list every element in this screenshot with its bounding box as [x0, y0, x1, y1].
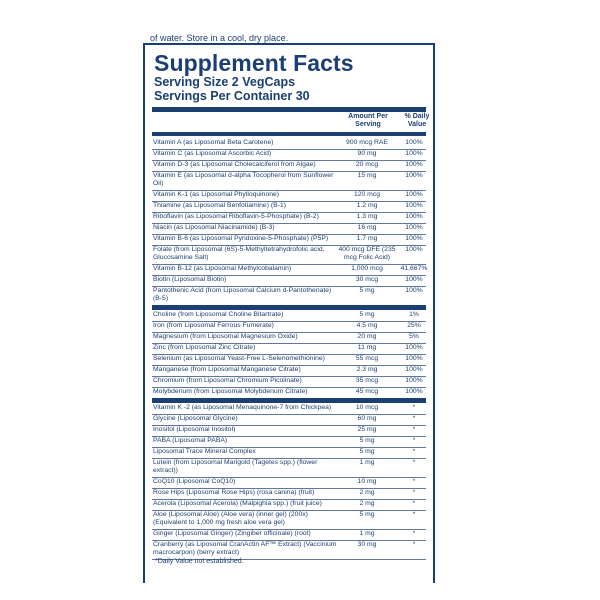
nutrient-daily-value: 100%: [405, 235, 423, 242]
nutrient-daily-value: 100%: [405, 355, 423, 362]
nutrient-name: Acerola (Liposomal Acerola) (Malpighia spp.) (fruit juice): [153, 500, 322, 507]
nutrient-daily-value: 100%: [405, 172, 423, 179]
nutrient-amount: 5 mg: [359, 287, 375, 294]
nutrient-name: CoQ10 (Liposomal CoQ10): [153, 478, 236, 485]
nutrient-daily-value: 100%: [405, 202, 423, 209]
nutrient-amount: 1.2 mg: [356, 202, 378, 209]
nutrient-daily-value: 100%: [405, 161, 423, 168]
nutrient-amount: 5 mg: [359, 511, 375, 518]
nutrient-daily-value: 100%: [405, 150, 423, 157]
nutrient-name: Vitamin B-6 (as Liposomal Pyridoxine-5-Phosphate) (P5P): [153, 235, 329, 242]
nutrient-amount: 1 mg: [359, 530, 375, 537]
nutrient-name: Vitamin D-3 (as Liposomal Cholecalciferol from Algae): [153, 161, 316, 168]
nutrient-daily-value: 100%: [405, 377, 423, 384]
nutrient-daily-value: *: [412, 489, 416, 496]
nutrient-amount: 55 mcg: [355, 355, 379, 362]
nutrient-amount: 90 mg: [357, 150, 377, 157]
nutrient-name: Chromium (from Liposomal Chromium Picolinate): [153, 377, 302, 384]
nutrient-name: Ginger (Liposomal Ginger) (Zingiber officinale) (root): [153, 530, 311, 537]
nutrient-amount: 10 mg: [357, 478, 377, 485]
nutrient-amount: 1.3 mg: [356, 213, 378, 220]
nutrient-amount: 400 mcg DFE (235 mcg Folic Acid): [338, 246, 396, 261]
nutrient-daily-value: 100%: [405, 287, 423, 294]
nutrient-daily-value: *: [412, 478, 416, 485]
nutrient-name: Selenium (as Liposomal Yeast-Free L-Selenomethionine): [153, 355, 325, 362]
nutrient-name: Choline (from Liposomal Choline Bitartrate): [153, 311, 284, 318]
section-rule: [152, 398, 426, 403]
nutrient-amount: 900 mcg RAE: [346, 139, 388, 146]
nutrient-amount: 1.7 mg: [356, 235, 378, 242]
nutrient-amount: 10 mcg: [355, 404, 379, 411]
nutrient-amount: 15 mg: [357, 172, 377, 179]
servings-per-container: Servings Per Container 30: [154, 89, 310, 103]
nutrient-name: Molybdenum (from Liposomal Molybdenum Citrate): [153, 388, 308, 395]
nutrient-amount: 25 mg: [357, 426, 377, 433]
nutrient-daily-value: 100%: [405, 388, 423, 395]
nutrient-amount: 60 mg: [357, 415, 377, 422]
nutrient-name: Liposomal Trace Mineral Complex: [153, 448, 256, 455]
nutrient-name: Rose Hips (Liposomal Rose Hips) (rosa canina) (fruit): [153, 489, 315, 496]
nutrient-daily-value: 1%: [409, 311, 419, 318]
nutrient-amount: 2.3 mg: [356, 366, 378, 373]
storage-note: of water. Store in a cool, dry place.: [150, 33, 289, 43]
nutrient-name: Vitamin K -2 (as Liposomal Menaquinone-7 from Chickpea): [153, 404, 332, 411]
nutrient-daily-value: *: [412, 530, 416, 537]
nutrient-amount: 120 mcg: [353, 191, 381, 198]
nutrient-amount: 11 mg: [357, 344, 377, 351]
nutrient-daily-value: *: [412, 541, 416, 548]
nutrient-amount: 20 mcg: [355, 161, 379, 168]
header-daily-value: % Daily Value: [404, 113, 430, 128]
thick-rule-header: [152, 132, 426, 136]
nutrient-amount: 16 mg: [357, 224, 377, 231]
nutrient-name: Vitamin B-12 (as Liposomal Methylcobalamin): [153, 265, 292, 272]
section-rule: [152, 305, 426, 310]
nutrient-amount: 35 mcg: [355, 377, 379, 384]
serving-size: Serving Size 2 VegCaps: [154, 75, 296, 89]
nutrient-name: Iron (from Liposomal Ferrous Fumerate): [153, 322, 274, 329]
nutrient-daily-value: 100%: [405, 139, 423, 146]
nutrient-name: Manganese (from Liposomal Manganese Citrate): [153, 366, 301, 373]
nutrient-daily-value: 100%: [405, 246, 423, 253]
nutrient-daily-value: *: [412, 415, 416, 422]
nutrient-name: Folate (from Liposomal (6S)-5-Methyltetrahydrofolic acid, Glucosamine Salt): [153, 246, 325, 261]
supplement-facts-panel: [143, 43, 435, 583]
nutrient-name: Glycine (Liposomal Glycine): [153, 415, 238, 422]
nutrient-daily-value: *: [412, 426, 416, 433]
nutrient-daily-value: 25%: [407, 322, 421, 329]
nutrient-daily-value: *: [412, 500, 416, 507]
nutrient-daily-value: 100%: [405, 366, 423, 373]
nutrient-name: Biotin (Liposomal Biotin): [153, 276, 227, 283]
nutrient-name: Vitamin A (as Liposomal Beta Carotene): [153, 139, 274, 146]
nutrient-name: Aloe (Liposomal Aloe) (Aloe vera) (inner gel) (200x) (Equivalent to 1,000 mg fresh aloe vera gel): [153, 511, 308, 526]
panel-title: Supplement Facts: [154, 50, 354, 76]
nutrient-daily-value: 100%: [405, 344, 423, 351]
nutrient-daily-value: *: [412, 437, 416, 444]
nutrient-amount: 2 mg: [359, 500, 375, 507]
nutrient-amount: 45 mcg: [355, 388, 379, 395]
nutrient-daily-value: 100%: [405, 276, 423, 283]
nutrient-daily-value: 41,667%: [400, 265, 428, 272]
nutrient-name: Zinc (from Liposomal Zinc Citrate): [153, 344, 256, 351]
nutrient-daily-value: *: [412, 448, 416, 455]
nutrient-daily-value: *: [412, 404, 416, 411]
nutrient-amount: 1,000 mcg: [351, 265, 383, 272]
nutrient-name: Lutein (from Liposomal Marigold (Tagetes spp.) (flower extract)): [153, 459, 318, 474]
footnote: *Daily Value not established.: [155, 558, 244, 565]
nutrient-name: Niacin (as Liposomal Niacinamide) (B-3): [153, 224, 275, 231]
nutrient-daily-value: 100%: [405, 191, 423, 198]
nutrient-amount: 4.5 mg: [356, 322, 378, 329]
nutrient-name: Inositol (Liposomal Inositol): [153, 426, 236, 433]
nutrient-daily-value: 100%: [405, 213, 423, 220]
thick-rule-top: [152, 107, 426, 112]
nutrient-amount: 30 mcg: [355, 276, 379, 283]
nutrient-amount: 20 mg: [357, 333, 377, 340]
nutrient-daily-value: 100%: [405, 224, 423, 231]
nutrient-amount: 30 mg: [357, 541, 377, 548]
nutrient-amount: 5 mg: [359, 311, 375, 318]
nutrient-name: Thiamine (as Liposomal Benfotiamine) (B-1): [153, 202, 286, 209]
nutrient-name: Pantothenic Acid (from Liposomal Calcium d-Pantothenate) (B-5): [153, 287, 332, 302]
nutrient-amount: 5 mg: [359, 448, 375, 455]
nutrient-daily-value: *: [412, 511, 416, 518]
nutrient-name: Cranberry (as Liposomal CranActin AF™ Extract) (Vaccinium macrocarpon) (berry extract): [153, 541, 337, 556]
nutrient-amount: 2 mg: [359, 489, 375, 496]
nutrient-name: Magnesium (from Liposomal Magnesium Oxide): [153, 333, 298, 340]
header-amount: Amount Per Serving: [348, 113, 388, 128]
nutrient-name: Vitamin E (as Liposomal d-alpha Tocopherol from Sunflower Oil): [153, 172, 334, 187]
nutrient-name: PABA (Liposomal PABA): [153, 437, 228, 444]
nutrient-name: Vitamin K-1 (as Liposomal Phylloquinone): [153, 191, 280, 198]
nutrient-amount: 1 mg: [359, 459, 375, 466]
nutrient-daily-value: 5%: [409, 333, 419, 340]
nutrient-name: Riboflavin (as Liposomal Riboflavin-5-Phosphate) (B-2): [153, 213, 319, 220]
nutrient-amount: 5 mg: [359, 437, 375, 444]
nutrient-daily-value: *: [412, 459, 416, 466]
nutrient-name: Vitamin C (as Liposomal Ascorbic Acid): [153, 150, 272, 157]
